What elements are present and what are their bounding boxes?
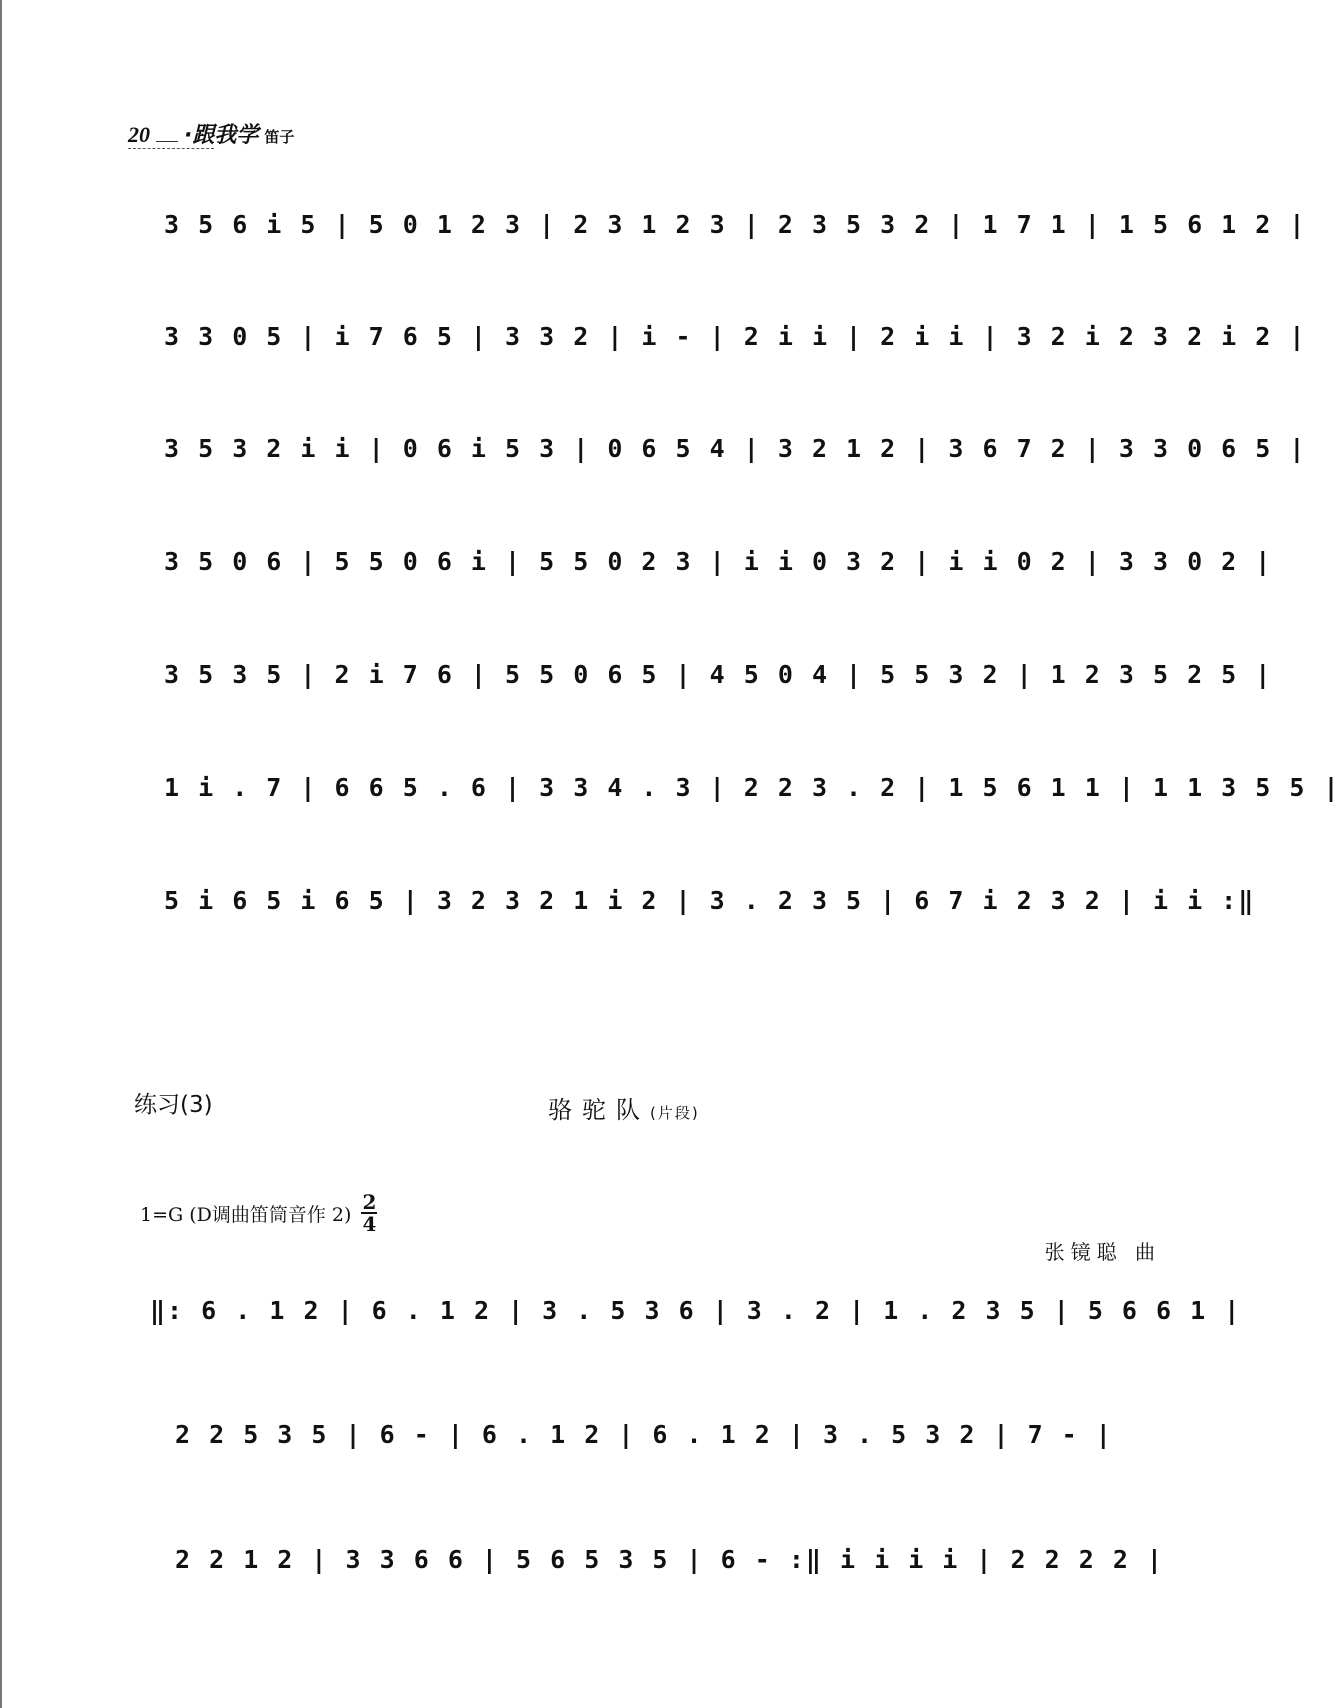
piece-title-text: 骆驼队 — [548, 1096, 650, 1124]
key-signature-block — [140, 1192, 377, 1234]
page-left-edge — [0, 0, 2, 1708]
score-line-5: 3 5 3 5 | 2 i 7 6 | 5 5 0 6 5 | 4 5 0 4 | 5 5 3 2 | 1 2 3 5 2 5 | — [164, 660, 1273, 689]
time-denominator: 4 — [362, 1212, 377, 1236]
score-line-6: 1 i . 7 | 6 6 5 . 6 | 3 3 4 . 3 | 2 2 3 . 2 | 1 5 6 1 1 | 1 1 3 5 5 | — [164, 773, 1341, 802]
score-line-2: 3 3 0 5 | i 7 6 5 | 3 3 2 | i - | 2 i i | 2 i i | 3 2 i 2 3 2 i 2 | — [164, 322, 1307, 351]
exercise-label: 练习(3) — [134, 1092, 213, 1118]
header-dash — [156, 141, 178, 142]
piece-title-note: (片段) — [650, 1104, 700, 1122]
score-line-4: 3 5 0 6 | 5 5 0 6 i | 5 5 0 2 3 | i i 0 3 2 | i i 0 2 | 3 3 0 2 | — [164, 547, 1273, 576]
piece-title — [548, 1090, 700, 1125]
score-line-1: 3 5 6 i 5 | 5 0 1 2 3 | 2 3 1 2 3 | 2 3 5 3 2 | 1 7 1 | 1 5 6 1 2 | — [164, 210, 1307, 239]
exercise-line-3: 2 2 1 2 | 3 3 6 6 | 5 6 5 3 5 | 6 - :‖ i i i i | 2 2 2 2 | — [175, 1545, 1164, 1574]
score-line-7: 5 i 6 5 i 6 5 | 3 2 3 2 1 i 2 | 3 . 2 3 5 | 6 7 i 2 3 2 | i i :‖ — [164, 886, 1256, 915]
page-header — [128, 118, 294, 149]
page-number: 20 — [128, 122, 150, 147]
key-signature: 1=G (D调曲笛筒音作 2) — [140, 1203, 352, 1226]
time-signature — [361, 1192, 377, 1234]
book-subtitle: 笛子 — [264, 128, 295, 146]
header-rule — [128, 148, 214, 149]
score-line-3: 3 5 3 2 i i | 0 6 i 5 3 | 0 6 5 4 | 3 2 1 2 | 3 6 7 2 | 3 3 0 6 5 | — [164, 434, 1307, 463]
book-title: ·跟我学 — [184, 123, 259, 148]
composer-credit: 张镜聪 曲 — [1044, 1240, 1161, 1264]
exercise-line-2: 2 2 5 3 5 | 6 - | 6 . 1 2 | 6 . 1 2 | 3 . 5 3 2 | 7 - | — [175, 1420, 1113, 1449]
exercise-line-1: ‖: 6 . 1 2 | 6 . 1 2 | 3 . 5 3 6 | 3 . 2 | 1 . 2 3 5 | 5 6 6 1 | — [150, 1296, 1242, 1325]
time-numerator: 2 — [362, 1190, 377, 1214]
